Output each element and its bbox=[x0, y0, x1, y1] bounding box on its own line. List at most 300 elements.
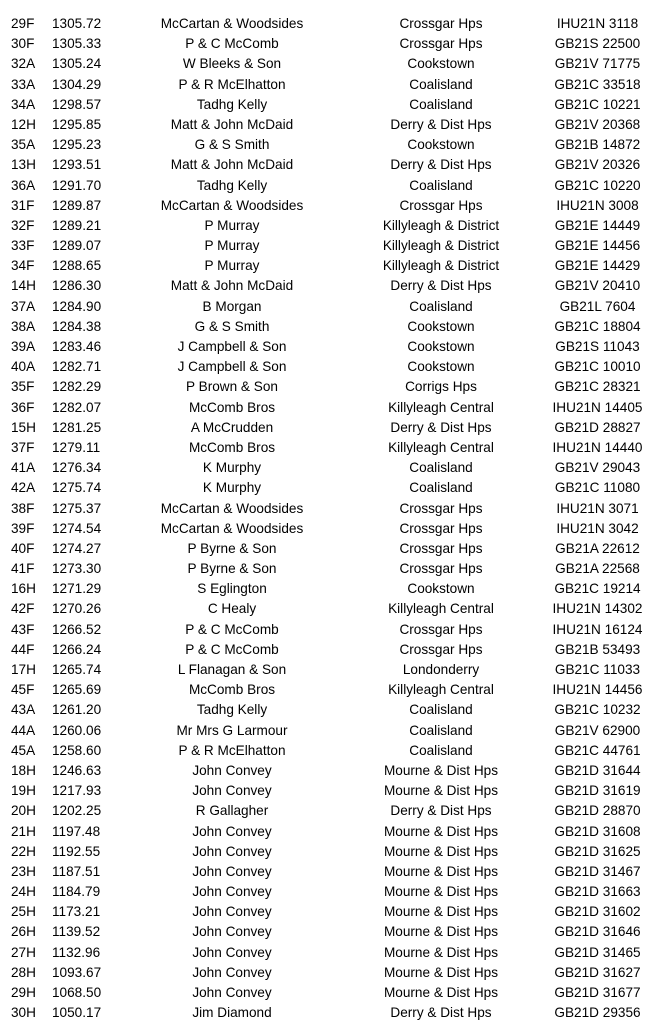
table-row bbox=[0, 1003, 661, 1023]
score-cell: 1291.70 bbox=[52, 177, 102, 193]
ring-number-cell: GB21D 31465 bbox=[554, 944, 641, 960]
club-cell: Cookstown bbox=[407, 339, 475, 354]
position-cell: 29H bbox=[11, 985, 36, 1000]
score-cell: 1265.74 bbox=[52, 662, 102, 677]
ring-number-cell: IHU21N 16124 bbox=[552, 621, 643, 637]
fancier-name-cell: P & C McComb bbox=[185, 36, 279, 52]
score-cell: 1068.50 bbox=[52, 985, 102, 1000]
position-cell: 36A bbox=[11, 177, 36, 193]
score-cell: 1284.38 bbox=[52, 318, 102, 334]
position-cell: 33F bbox=[11, 238, 35, 254]
position-cell: 14H bbox=[11, 278, 36, 294]
ring-number-cell: IHU21N 14440 bbox=[552, 439, 643, 455]
table-row bbox=[0, 640, 661, 660]
fancier-name-cell: Matt & John McDaid bbox=[170, 278, 294, 294]
fancier-name-cell: K Murphy bbox=[202, 460, 262, 476]
position-cell: 30F bbox=[11, 36, 35, 52]
fancier-name-cell: John Convey bbox=[192, 783, 272, 799]
table-row bbox=[0, 135, 661, 155]
club-cell: Corrigs Hps bbox=[405, 379, 477, 395]
table-row bbox=[0, 418, 661, 438]
score-cell: 1275.74 bbox=[52, 480, 102, 496]
score-cell: 1260.06 bbox=[52, 722, 102, 738]
fancier-name-cell: McComb Bros bbox=[188, 682, 276, 698]
table-row bbox=[0, 761, 661, 781]
fancier-name-cell: J Campbell & Son bbox=[177, 359, 287, 375]
ring-number-cell: GB21C 28321 bbox=[554, 379, 641, 395]
table-row bbox=[0, 842, 661, 862]
table-row bbox=[0, 559, 661, 579]
ring-number-cell: GB21A 22568 bbox=[555, 561, 640, 577]
table-row bbox=[0, 922, 661, 942]
ring-number-cell: GB21D 28870 bbox=[554, 803, 641, 819]
score-cell: 1281.25 bbox=[52, 419, 102, 435]
score-cell: 1286.30 bbox=[52, 278, 102, 294]
table-row bbox=[0, 115, 661, 135]
club-cell: Coalisland bbox=[409, 96, 473, 112]
score-cell: 1187.51 bbox=[52, 863, 101, 879]
fancier-name-cell: John Convey bbox=[192, 985, 272, 1000]
club-cell: Coalisland bbox=[409, 76, 473, 92]
score-cell: 1050.17 bbox=[52, 1005, 102, 1021]
position-cell: 35F bbox=[11, 379, 35, 395]
club-cell: Mourne & Dist Hps bbox=[383, 783, 499, 799]
ring-number-cell: GB21V 62900 bbox=[554, 722, 641, 738]
club-cell: Derry & Dist Hps bbox=[390, 803, 492, 819]
score-cell: 1202.25 bbox=[52, 803, 102, 819]
ring-number-cell: GB21C 33518 bbox=[554, 76, 641, 92]
club-cell: Coalisland bbox=[409, 722, 473, 738]
table-row bbox=[0, 236, 661, 256]
fancier-name-cell: P & C McComb bbox=[185, 621, 279, 637]
position-cell: 42A bbox=[11, 480, 36, 496]
score-cell: 1274.54 bbox=[52, 520, 102, 536]
club-cell: Killyleagh Central bbox=[388, 601, 494, 617]
score-cell: 1283.46 bbox=[52, 339, 102, 354]
score-cell: 1289.07 bbox=[52, 238, 102, 254]
fancier-name-cell: P Byrne & Son bbox=[187, 540, 277, 556]
club-cell: Killyleagh Central bbox=[388, 399, 494, 415]
table-row bbox=[0, 539, 661, 559]
club-cell: Cookstown bbox=[407, 581, 475, 597]
score-cell: 1217.93 bbox=[52, 783, 102, 799]
score-cell: 1276.34 bbox=[52, 460, 102, 476]
position-cell: 30H bbox=[11, 1005, 36, 1021]
fancier-name-cell: S Eglington bbox=[197, 581, 267, 597]
table-row bbox=[0, 438, 661, 458]
score-cell: 1274.27 bbox=[52, 540, 102, 556]
ring-number-cell: GB21C 10232 bbox=[554, 702, 641, 718]
table-row bbox=[0, 256, 661, 276]
position-cell: 38A bbox=[11, 318, 36, 334]
table-row bbox=[0, 276, 661, 296]
ring-number-cell: GB21V 29043 bbox=[554, 460, 641, 476]
ring-number-cell: GB21B 53493 bbox=[554, 641, 641, 657]
fancier-name-cell: Tadhg Kelly bbox=[196, 177, 268, 193]
club-cell: Crossgar Hps bbox=[399, 197, 483, 213]
ring-number-cell: IHU21N 3008 bbox=[556, 197, 639, 213]
position-cell: 39A bbox=[11, 339, 36, 354]
fancier-name-cell: W Bleeks & Son bbox=[182, 56, 282, 72]
club-cell: Cookstown bbox=[407, 318, 475, 334]
score-cell: 1266.24 bbox=[52, 641, 102, 657]
fancier-name-cell: P & C McComb bbox=[185, 641, 279, 657]
ring-number-cell: IHU21N 3118 bbox=[556, 16, 639, 31]
position-cell: 22H bbox=[11, 843, 36, 859]
club-cell: Derry & Dist Hps bbox=[390, 278, 492, 294]
fancier-name-cell: John Convey bbox=[192, 762, 272, 778]
table-row bbox=[0, 297, 661, 317]
club-cell: Coalisland bbox=[409, 460, 473, 476]
fancier-name-cell: John Convey bbox=[192, 863, 272, 879]
score-cell: 1258.60 bbox=[52, 742, 102, 758]
score-cell: 1265.69 bbox=[52, 682, 102, 698]
fancier-name-cell: P Murray bbox=[204, 238, 260, 254]
score-cell: 1305.24 bbox=[52, 56, 102, 72]
fancier-name-cell: J Campbell & Son bbox=[177, 339, 287, 354]
table-row bbox=[0, 822, 661, 842]
club-cell: Cookstown bbox=[407, 359, 475, 375]
score-cell: 1273.30 bbox=[52, 561, 102, 577]
club-cell: Coalisland bbox=[409, 298, 473, 314]
table-row bbox=[0, 34, 661, 54]
ring-number-cell: GB21C 10221 bbox=[554, 96, 641, 112]
score-cell: 1173.21 bbox=[52, 904, 101, 920]
position-cell: 28H bbox=[11, 964, 36, 980]
fancier-name-cell: B Morgan bbox=[202, 298, 262, 314]
score-cell: 1093.67 bbox=[52, 964, 102, 980]
club-cell: Crossgar Hps bbox=[399, 641, 483, 657]
ring-number-cell: GB21D 31646 bbox=[554, 924, 641, 940]
fancier-name-cell: John Convey bbox=[192, 843, 272, 859]
position-cell: 45A bbox=[11, 742, 36, 758]
fancier-name-cell: McComb Bros bbox=[188, 439, 276, 455]
ring-number-cell: GB21V 20368 bbox=[554, 116, 641, 132]
fancier-name-cell: Tadhg Kelly bbox=[196, 702, 268, 718]
table-row bbox=[0, 519, 661, 539]
ring-number-cell: GB21V 71775 bbox=[554, 56, 641, 72]
club-cell: Killyleagh Central bbox=[388, 682, 494, 698]
score-cell: 1279.11 bbox=[52, 439, 101, 455]
position-cell: 45F bbox=[11, 682, 35, 698]
score-cell: 1271.29 bbox=[52, 581, 102, 597]
position-cell: 41A bbox=[11, 460, 36, 476]
table-row bbox=[0, 963, 661, 983]
club-cell: Mourne & Dist Hps bbox=[383, 964, 499, 980]
club-cell: Derry & Dist Hps bbox=[390, 116, 492, 132]
ring-number-cell: GB21V 20410 bbox=[554, 278, 641, 294]
position-cell: 17H bbox=[11, 662, 36, 677]
table-row bbox=[0, 620, 661, 640]
ring-number-cell: IHU21N 14405 bbox=[552, 399, 643, 415]
ring-number-cell: GB21D 31677 bbox=[554, 985, 641, 1000]
score-cell: 1284.90 bbox=[52, 298, 102, 314]
club-cell: Coalisland bbox=[409, 480, 473, 496]
position-cell: 32A bbox=[11, 56, 36, 72]
position-cell: 20H bbox=[11, 803, 36, 819]
ring-number-cell: GB21S 11043 bbox=[555, 339, 640, 354]
position-cell: 44F bbox=[11, 641, 35, 657]
ring-number-cell: GB21D 31467 bbox=[554, 863, 641, 879]
ring-number-cell: GB21A 22612 bbox=[555, 540, 640, 556]
score-cell: 1295.85 bbox=[52, 116, 102, 132]
club-cell: Killyleagh & District bbox=[382, 238, 500, 254]
club-cell: Mourne & Dist Hps bbox=[383, 884, 499, 900]
score-cell: 1139.52 bbox=[52, 924, 101, 940]
ring-number-cell: GB21S 22500 bbox=[554, 36, 641, 52]
table-row bbox=[0, 660, 661, 680]
fancier-name-cell: P Murray bbox=[204, 217, 260, 233]
position-cell: 33A bbox=[11, 76, 36, 92]
position-cell: 37A bbox=[11, 298, 36, 314]
fancier-name-cell: G & S Smith bbox=[194, 318, 270, 334]
position-cell: 16H bbox=[11, 581, 36, 597]
position-cell: 31F bbox=[11, 197, 35, 213]
results-table bbox=[0, 14, 661, 1023]
ring-number-cell: GB21L 7604 bbox=[559, 298, 636, 314]
ring-number-cell: IHU21N 14302 bbox=[552, 601, 643, 617]
score-cell: 1305.72 bbox=[52, 16, 102, 31]
position-cell: 37F bbox=[11, 439, 35, 455]
table-row bbox=[0, 721, 661, 741]
table-row bbox=[0, 54, 661, 74]
club-cell: Crossgar Hps bbox=[399, 36, 483, 52]
club-cell: Crossgar Hps bbox=[399, 520, 483, 536]
fancier-name-cell: Tadhg Kelly bbox=[196, 96, 268, 112]
fancier-name-cell: Mr Mrs G Larmour bbox=[176, 722, 288, 738]
table-row bbox=[0, 943, 661, 963]
score-cell: 1282.29 bbox=[52, 379, 102, 395]
fancier-name-cell: A McCrudden bbox=[190, 419, 274, 435]
position-cell: 35A bbox=[11, 137, 36, 153]
fancier-name-cell: R Gallagher bbox=[195, 803, 269, 819]
table-row bbox=[0, 801, 661, 821]
ring-number-cell: GB21C 18804 bbox=[554, 318, 641, 334]
score-cell: 1246.63 bbox=[52, 762, 102, 778]
club-cell: Crossgar Hps bbox=[399, 561, 483, 577]
fancier-name-cell: Matt & John McDaid bbox=[170, 157, 294, 173]
position-cell: 40F bbox=[11, 540, 35, 556]
position-cell: 36F bbox=[11, 399, 35, 415]
ring-number-cell: IHU21N 14456 bbox=[552, 682, 643, 698]
fancier-name-cell: John Convey bbox=[192, 823, 272, 839]
table-row bbox=[0, 176, 661, 196]
ring-number-cell: GB21B 14872 bbox=[554, 137, 641, 153]
table-row bbox=[0, 700, 661, 720]
club-cell: Mourne & Dist Hps bbox=[383, 985, 499, 1000]
score-cell: 1266.52 bbox=[52, 621, 102, 637]
club-cell: Mourne & Dist Hps bbox=[383, 944, 499, 960]
fancier-name-cell: K Murphy bbox=[202, 480, 262, 496]
score-cell: 1289.87 bbox=[52, 197, 102, 213]
ring-number-cell: GB21C 11080 bbox=[554, 480, 641, 496]
ring-number-cell: GB21D 31608 bbox=[554, 823, 641, 839]
position-cell: 25H bbox=[11, 904, 36, 920]
position-cell: 41F bbox=[11, 561, 35, 577]
club-cell: Coalisland bbox=[409, 177, 473, 193]
ring-number-cell: GB21C 44761 bbox=[554, 742, 641, 758]
ring-number-cell: GB21D 31663 bbox=[554, 884, 641, 900]
score-cell: 1289.21 bbox=[52, 217, 102, 233]
score-cell: 1305.33 bbox=[52, 36, 102, 52]
table-row bbox=[0, 398, 661, 418]
score-cell: 1132.96 bbox=[52, 944, 101, 960]
position-cell: 26H bbox=[11, 924, 36, 940]
ring-number-cell: GB21E 14456 bbox=[554, 238, 641, 254]
score-cell: 1270.26 bbox=[52, 601, 102, 617]
position-cell: 34F bbox=[11, 258, 35, 274]
fancier-name-cell: John Convey bbox=[192, 964, 272, 980]
fancier-name-cell: Matt & John McDaid bbox=[170, 116, 294, 132]
position-cell: 15H bbox=[11, 419, 36, 435]
fancier-name-cell: P & R McElhatton bbox=[178, 76, 286, 92]
table-row bbox=[0, 155, 661, 175]
score-cell: 1288.65 bbox=[52, 258, 102, 274]
position-cell: 44A bbox=[11, 722, 36, 738]
ring-number-cell: GB21D 31644 bbox=[554, 762, 641, 778]
ring-number-cell: GB21E 14449 bbox=[554, 217, 641, 233]
fancier-name-cell: John Convey bbox=[192, 924, 272, 940]
fancier-name-cell: P & R McElhatton bbox=[178, 742, 286, 758]
table-row bbox=[0, 902, 661, 922]
fancier-name-cell: McCartan & Woodsides bbox=[160, 520, 304, 536]
score-cell: 1295.23 bbox=[52, 137, 102, 153]
ring-number-cell: GB21D 31619 bbox=[554, 783, 641, 799]
ring-number-cell: GB21D 31602 bbox=[554, 904, 641, 920]
score-cell: 1197.48 bbox=[52, 823, 101, 839]
club-cell: Coalisland bbox=[409, 702, 473, 718]
fancier-name-cell: John Convey bbox=[192, 884, 272, 900]
club-cell: Cookstown bbox=[407, 137, 475, 153]
position-cell: 34A bbox=[11, 96, 36, 112]
club-cell: Derry & Dist Hps bbox=[390, 157, 492, 173]
table-row bbox=[0, 741, 661, 761]
score-cell: 1293.51 bbox=[52, 157, 102, 173]
club-cell: Cookstown bbox=[407, 56, 475, 72]
fancier-name-cell: P Murray bbox=[204, 258, 260, 274]
score-cell: 1192.55 bbox=[52, 843, 101, 859]
ring-number-cell: GB21D 31625 bbox=[554, 843, 641, 859]
position-cell: 27H bbox=[11, 944, 36, 960]
club-cell: Killyleagh & District bbox=[382, 217, 500, 233]
ring-number-cell: GB21D 28827 bbox=[554, 419, 641, 435]
table-row bbox=[0, 196, 661, 216]
table-row bbox=[0, 377, 661, 397]
fancier-name-cell: McCartan & Woodsides bbox=[160, 197, 304, 213]
table-row bbox=[0, 499, 661, 519]
ring-number-cell: IHU21N 3042 bbox=[556, 520, 639, 536]
table-row bbox=[0, 599, 661, 619]
club-cell: Killyleagh & District bbox=[382, 258, 500, 274]
table-row bbox=[0, 680, 661, 700]
table-row bbox=[0, 216, 661, 236]
fancier-name-cell: P Brown & Son bbox=[186, 379, 278, 395]
fancier-name-cell: McCartan & Woodsides bbox=[160, 16, 304, 31]
table-row bbox=[0, 478, 661, 498]
club-cell: Crossgar Hps bbox=[399, 500, 483, 516]
club-cell: Killyleagh Central bbox=[388, 439, 494, 455]
club-cell: Crossgar Hps bbox=[399, 16, 483, 31]
fancier-name-cell: P Byrne & Son bbox=[187, 561, 277, 577]
table-row bbox=[0, 337, 661, 357]
position-cell: 19H bbox=[11, 783, 36, 799]
club-cell: Mourne & Dist Hps bbox=[383, 843, 499, 859]
club-cell: Mourne & Dist Hps bbox=[383, 762, 499, 778]
position-cell: 12H bbox=[11, 116, 36, 132]
position-cell: 23H bbox=[11, 863, 36, 879]
ring-number-cell: GB21C 19214 bbox=[554, 581, 641, 597]
club-cell: Coalisland bbox=[409, 742, 473, 758]
position-cell: 38F bbox=[11, 500, 35, 516]
club-cell: Derry & Dist Hps bbox=[390, 419, 492, 435]
table-row bbox=[0, 983, 661, 1003]
table-row bbox=[0, 458, 661, 478]
ring-number-cell: GB21D 31627 bbox=[554, 964, 641, 980]
club-cell: Crossgar Hps bbox=[399, 540, 483, 556]
club-cell: Mourne & Dist Hps bbox=[383, 924, 499, 940]
club-cell: Derry & Dist Hps bbox=[390, 1005, 492, 1021]
fancier-name-cell: John Convey bbox=[192, 944, 272, 960]
fancier-name-cell: McCartan & Woodsides bbox=[160, 500, 304, 516]
position-cell: 43A bbox=[11, 702, 36, 718]
position-cell: 29F bbox=[11, 16, 35, 31]
score-cell: 1275.37 bbox=[52, 500, 102, 516]
table-row bbox=[0, 317, 661, 337]
fancier-name-cell: John Convey bbox=[192, 904, 272, 920]
fancier-name-cell: McComb Bros bbox=[188, 399, 276, 415]
position-cell: 32F bbox=[11, 217, 35, 233]
position-cell: 18H bbox=[11, 762, 36, 778]
score-cell: 1304.29 bbox=[52, 76, 102, 92]
ring-number-cell: GB21C 10010 bbox=[554, 359, 641, 375]
club-cell: Crossgar Hps bbox=[399, 621, 483, 637]
fancier-name-cell: G & S Smith bbox=[194, 137, 270, 153]
fancier-name-cell: L Flanagan & Son bbox=[177, 662, 287, 677]
ring-number-cell: GB21C 11033 bbox=[554, 662, 641, 677]
table-row bbox=[0, 882, 661, 902]
table-row bbox=[0, 579, 661, 599]
score-cell: 1282.71 bbox=[52, 359, 102, 375]
table-row bbox=[0, 75, 661, 95]
fancier-name-cell: Jim Diamond bbox=[192, 1005, 272, 1021]
score-cell: 1184.79 bbox=[52, 884, 101, 900]
score-cell: 1298.57 bbox=[52, 96, 102, 112]
position-cell: 13H bbox=[11, 157, 36, 173]
club-cell: Mourne & Dist Hps bbox=[383, 904, 499, 920]
table-row bbox=[0, 357, 661, 377]
table-row bbox=[0, 862, 661, 882]
table-row bbox=[0, 781, 661, 801]
position-cell: 40A bbox=[11, 359, 36, 375]
ring-number-cell: GB21E 14429 bbox=[554, 258, 641, 274]
table-row bbox=[0, 14, 661, 34]
score-cell: 1282.07 bbox=[52, 399, 102, 415]
table-row bbox=[0, 95, 661, 115]
ring-number-cell: GB21D 29356 bbox=[554, 1005, 641, 1021]
ring-number-cell: GB21V 20326 bbox=[554, 157, 641, 173]
ring-number-cell: GB21C 10220 bbox=[554, 177, 641, 193]
position-cell: 39F bbox=[11, 520, 35, 536]
club-cell: Mourne & Dist Hps bbox=[383, 863, 499, 879]
position-cell: 42F bbox=[11, 601, 35, 617]
club-cell: Londonderry bbox=[402, 662, 480, 677]
ring-number-cell: IHU21N 3071 bbox=[556, 500, 639, 516]
position-cell: 21H bbox=[11, 823, 36, 839]
club-cell: Mourne & Dist Hps bbox=[383, 823, 499, 839]
position-cell: 43F bbox=[11, 621, 35, 637]
fancier-name-cell: C Healy bbox=[207, 601, 257, 617]
position-cell: 24H bbox=[11, 884, 36, 900]
